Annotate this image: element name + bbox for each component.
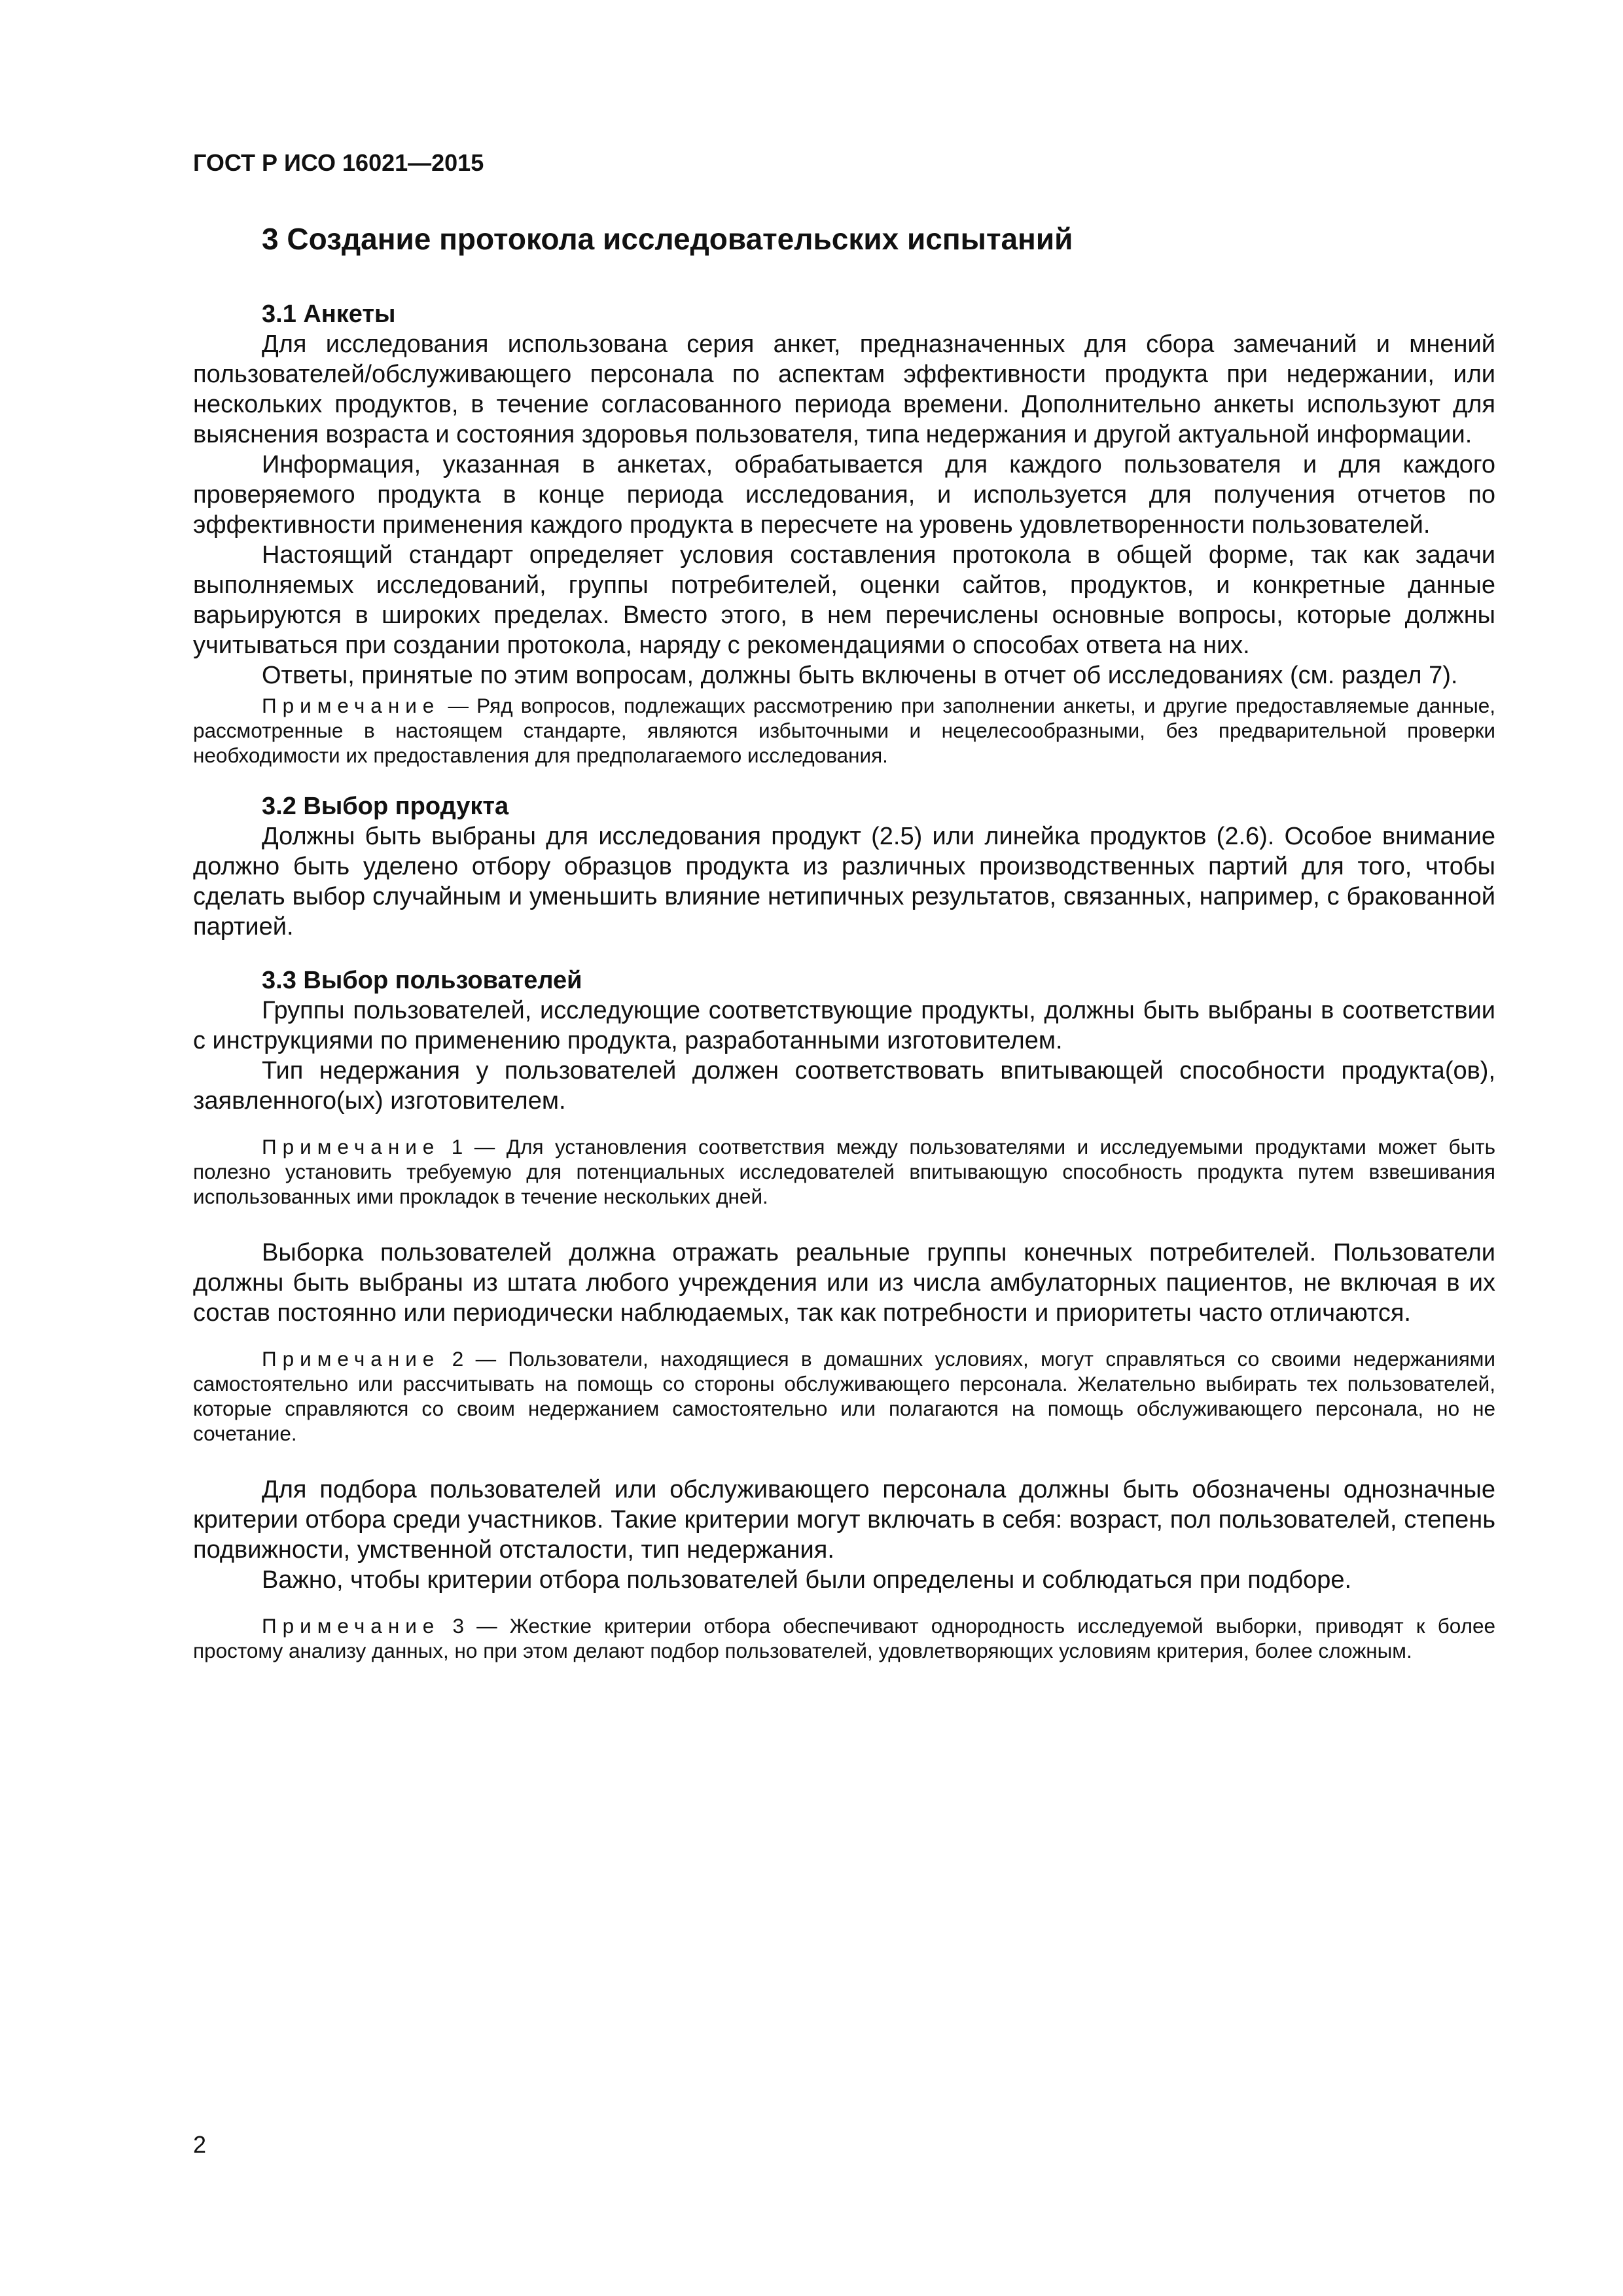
subsection-title-questionnaires: 3.1 Анкеты [262, 300, 396, 328]
paragraph: Должны быть выбраны для исследования продукт (2.5) или линейка продуктов (2.6). Особое внимание должно быть уделено отбору образцов продукта из различных производственных партий для того, чтобы сделать выбор случайным и уменьшить влияние нетипичных результатов, связанных, например, с бракованной партией. [193, 823, 1495, 941]
note-text: 1 — Для установления соответствия между пользователями и исследуемыми продуктами может быть полезно установить требуемую для потенциальных исследователей впитывающую способность продукта путем взвешивания использованных ими прокладок в течение нескольких дней. [193, 1135, 1495, 1208]
note-label: Примечание [262, 1614, 440, 1638]
note-label: Примечание [262, 694, 440, 717]
paragraph: Группы пользователей, исследующие соответствующие продукты, должны быть выбраны в соответствии с инструкциями по применению продукта, разработанными изготовителем. [193, 997, 1495, 1054]
note-3 [193, 1613, 1495, 1663]
paragraph: Ответы, принятые по этим вопросам, должны быть включены в отчет об исследованиях (см. раздел 7). [262, 662, 1458, 689]
note-text: — Ряд вопросов, подлежащих рассмотрению при заполнении анкеты, и другие предоставляемые данные, рассмотренные в настоящем стандарте, являются избыточными и нецелесообразными, без предварительной проверки необходимости их предоставления для предполагаемого исследования. [193, 694, 1495, 767]
subsection-title-product-selection: 3.2 Выбор продукта [262, 793, 509, 820]
paragraph: Для исследования использована серия анкет, предназначенных для сбора замечаний и мнений пользователей/обслуживающего персонала по аспектам эффективности продукта при недержании, или нескольких продуктов, в течение согласованного периода времени. Дополнительно анкеты используют для выяснения возраста и состояния здоровья пользователя, типа недержания и другой актуальной информации. [193, 331, 1495, 448]
note-2 [193, 1346, 1495, 1446]
paragraph: Тип недержания у пользователей должен соответствовать впитывающей способности продукта(ов), заявленного(ых) изготовителем. [193, 1057, 1495, 1115]
note-1 [193, 1134, 1495, 1209]
note-text: 2 — Пользователи, находящиеся в домашних условиях, могут справляться со своими недержаниями самостоятельно или рассчитывать на помощь со стороны обслуживающего персонала. Желательно выбирать тех пользователей, которые справляются со своим недержанием самостоятельно или полагаются на помощь обслуживающего персонала, но не сочетание. [193, 1347, 1495, 1445]
note-label: Примечание [262, 1135, 440, 1158]
paragraph: Настоящий стандарт определяет условия составления протокола в общей форме, так как задачи выполняемых исследований, группы потребителей, оценки сайтов, продуктов, и конкретные данные варьируются в широких пределах. Вместо этого, в нем перечислены основные вопросы, которые должны учитываться при создании протокола, наряду с рекомендациями о способах ответа на них. [193, 541, 1495, 659]
paragraph: Выборка пользователей должна отражать реальные группы конечных потребителей. Пользователи должны быть выбраны из штата любого учреждения или из числа амбулаторных пациентов, не включая в их состав постоянно или периодически наблюдаемых, так как потребности и приоритеты часто отличаются. [193, 1239, 1495, 1327]
paragraph: Информация, указанная в анкетах, обрабатывается для каждого пользователя и для каждого проверяемого продукта в конце периода исследования, и используется для получения отчетов по эффективности применения каждого продукта в пересчете на уровень удовлетворенности пользователей. [193, 451, 1495, 539]
standard-header: ГОСТ Р ИСО 16021—2015 [193, 149, 484, 176]
document-page [193, 147, 1495, 1663]
note [193, 693, 1495, 768]
note-text: 3 — Жесткие критерии отбора обеспечивают однородность исследуемой выборки, приводят к более простому анализу данных, но при этом делают подбор пользователей, удовлетворяющих условиям критерия, более сложным. [193, 1614, 1495, 1662]
paragraph: Важно, чтобы критерии отбора пользователей были определены и соблюдаться при подборе. [262, 1566, 1352, 1594]
note-label: Примечание [262, 1347, 440, 1371]
subsection-title-user-selection: 3.3 Выбор пользователей [262, 967, 582, 994]
page-number: 2 [193, 2131, 207, 2158]
section-title: 3 Создание протокола исследовательских испытаний [262, 222, 1073, 256]
paragraph: Для подбора пользователей или обслуживающего персонала должны быть обозначены однозначные критерии отбора среди участников. Такие критерии могут включать в себя: возраст, пол пользователей, степень подвижности, умственной отсталости, тип недержания. [193, 1476, 1495, 1564]
